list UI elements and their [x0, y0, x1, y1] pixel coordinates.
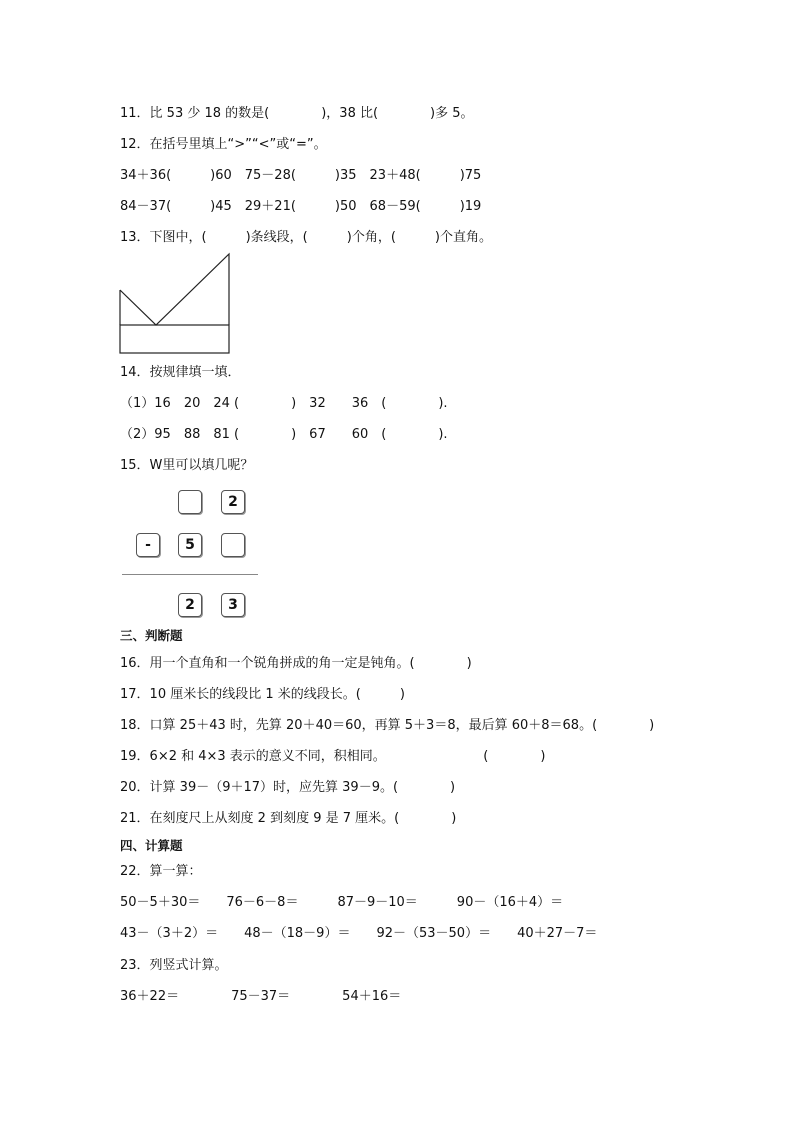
question-12-prompt: 12．在括号里填上“>”“<”或“=”。	[120, 137, 327, 152]
question-20: 20．计算 39－（9＋17）时，应先算 39－9。( )	[120, 780, 456, 795]
digit-box-tens-result[interactable]: 2	[178, 593, 202, 617]
question-23-row-1: 36＋22＝ 75－37＝ 54＋16＝	[120, 989, 402, 1004]
section-4-heading: 四、计算题	[120, 838, 183, 853]
question-18: 18．口算 25＋43 时，先算 20＋40＝60，再算 5＋3＝8，最后算 60＋8＝68。( )	[120, 718, 655, 733]
question-23-prompt: 23．列竖式计算。	[120, 958, 228, 973]
question-12-row-1: 34＋36( )60 75－28( )35 23＋48( )75	[120, 168, 482, 183]
question-11: 11．比 53 少 18 的数是( )，38 比( )多 5。	[120, 106, 474, 121]
question-14-row-2: （2）95 88 81 ( ) 67 60 ( ).	[120, 427, 448, 442]
question-17: 17．10 厘米长的线段比 1 米的线段长。( )	[120, 687, 405, 702]
digit-box-ones-result[interactable]: 3	[221, 593, 245, 617]
question-14-row-1: （1）16 20 24 ( ) 32 36 ( ).	[120, 396, 448, 411]
question-15-prompt: 15．W里可以填几呢？	[120, 458, 254, 473]
subtraction-rule	[122, 574, 258, 575]
question-22-row-2: 43－（3＋2）＝ 48－（18－9）＝ 92－（53－50）＝ 40＋27－7＝	[120, 926, 598, 941]
question-16: 16．用一个直角和一个锐角拼成的角一定是钝角。( )	[120, 656, 472, 671]
digit-box-ones-top[interactable]: 2	[221, 490, 245, 514]
digit-box-tens-top[interactable]	[178, 490, 202, 514]
question-14-prompt: 14．按规律填一填．	[120, 365, 241, 380]
question-13: 13．下图中，( )条线段，( )个角，( )个直角。	[120, 230, 492, 245]
section-3-heading: 三、判断题	[120, 628, 183, 643]
question-22-prompt: 22．算一算：	[120, 864, 202, 879]
minus-sign-box: -	[136, 533, 160, 557]
line-segment-figure	[118, 252, 234, 356]
digit-box-tens-middle[interactable]: 5	[178, 533, 202, 557]
digit-box-ones-middle[interactable]	[221, 533, 245, 557]
question-19: 19．6×2 和 4×3 表示的意义不同，积相同。 ( )	[120, 749, 546, 764]
question-22-row-1: 50－5＋30＝ 76－6－8＝ 87－9－10＝ 90－（16＋4）＝	[120, 895, 564, 910]
question-12-row-2: 84－37( )45 29＋21( )50 68－59( )19	[120, 199, 482, 214]
question-21: 21．在刻度尺上从刻度 2 到刻度 9 是 7 厘米。( )	[120, 811, 457, 826]
